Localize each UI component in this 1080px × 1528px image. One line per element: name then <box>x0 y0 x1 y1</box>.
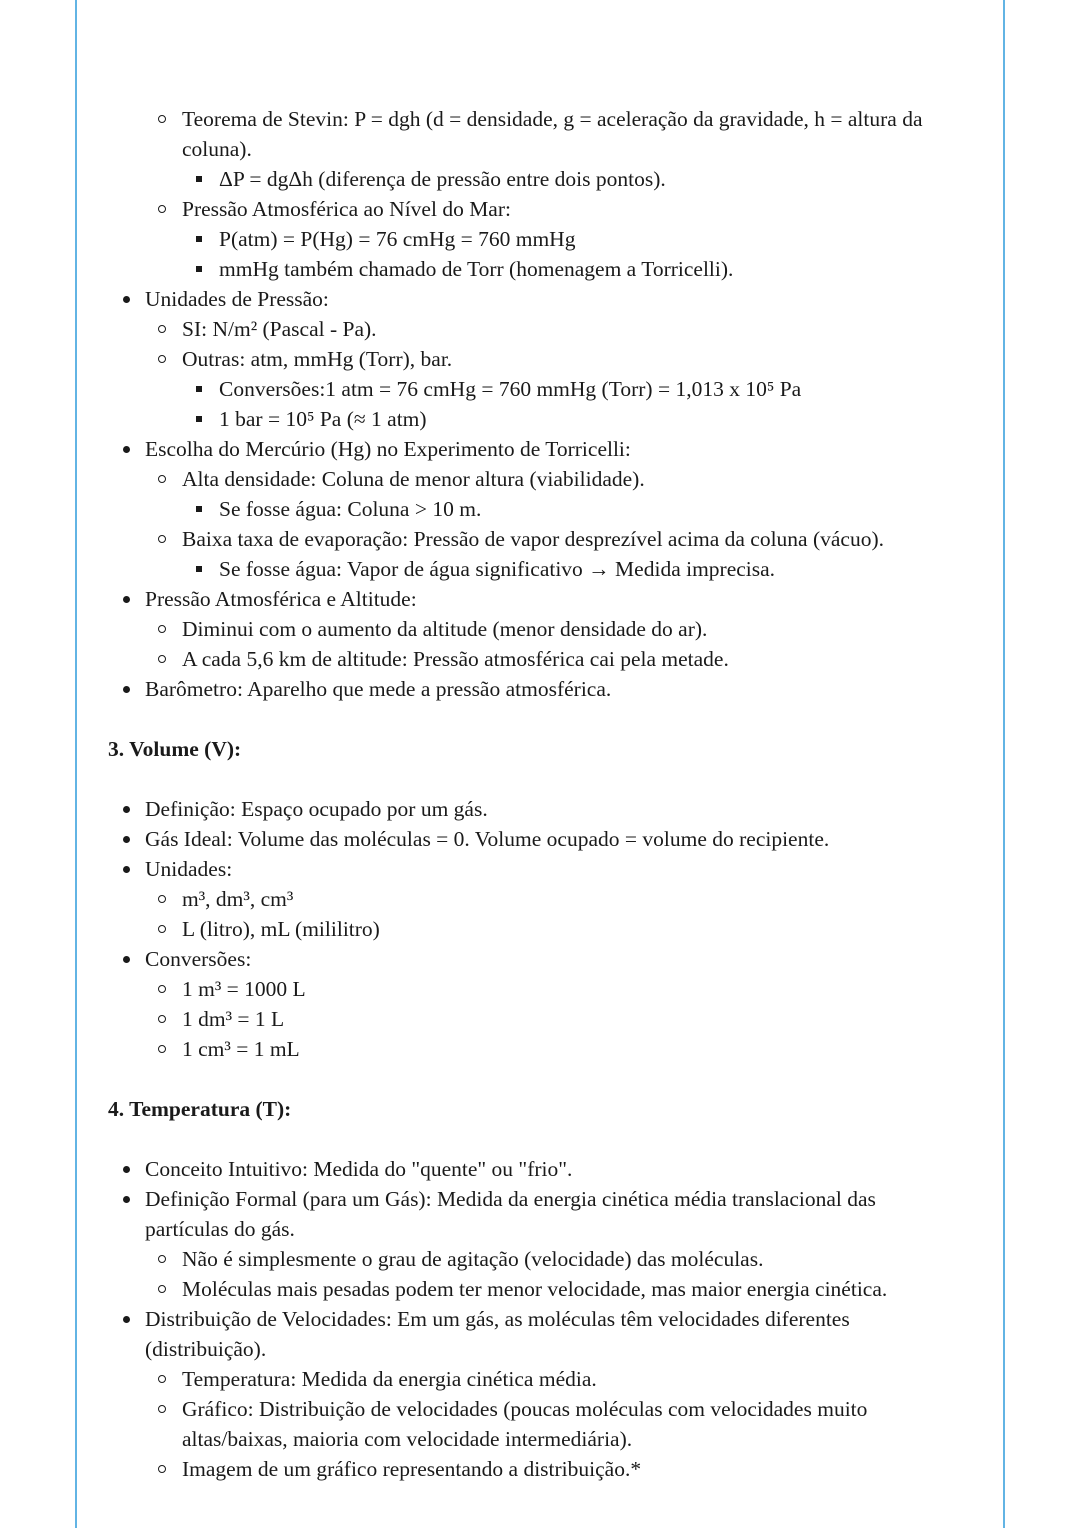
list-item <box>108 554 978 584</box>
bullet-circle-icon <box>156 314 168 344</box>
list-item <box>108 284 978 314</box>
list-item-text: 1 dm³ = 1 L <box>182 1007 285 1031</box>
list-item <box>108 1184 978 1214</box>
bullet-disc-icon <box>120 434 132 464</box>
list-item-text: L (litro), mL (mililitro) <box>182 917 380 941</box>
list-item <box>108 494 978 524</box>
list-item-text: Se fosse água: Coluna > 10 m. <box>219 497 482 521</box>
list-item <box>108 1394 978 1424</box>
list-item-text: Definição: Espaço ocupado por um gás. <box>145 797 488 821</box>
list-item <box>108 314 978 344</box>
list-item <box>108 224 978 254</box>
list-item <box>108 434 978 464</box>
spacer <box>108 1124 978 1154</box>
bullet-circle-icon <box>156 1394 168 1424</box>
list-item <box>108 884 978 914</box>
list-item <box>108 374 978 404</box>
list-item <box>108 914 978 944</box>
list-item-continuation <box>108 1214 978 1244</box>
section-heading <box>108 1094 978 1124</box>
bullet-circle-icon <box>156 1274 168 1304</box>
heading-text: 4. Temperatura (T): <box>108 1097 292 1121</box>
list-item-text: Baixa taxa de evaporação: Pressão de vapor desprezível acima da coluna (vácuo). <box>182 527 885 551</box>
list-item-text: Diminui com o aumento da altitude (menor densidade do ar). <box>182 617 708 641</box>
list-item-text: mmHg também chamado de Torr (homenagem a Torricelli). <box>219 257 734 281</box>
bullet-disc-icon <box>120 824 132 854</box>
bullet-circle-icon <box>156 104 168 134</box>
bullet-circle-icon <box>156 644 168 674</box>
list-item-text: 1 m³ = 1000 L <box>182 977 306 1001</box>
bullet-circle-icon <box>156 884 168 914</box>
bullet-circle-icon <box>156 524 168 554</box>
list-item-text: Teorema de Stevin: P = dgh (d = densidade, g = aceleração da gravidade, h = altura da <box>182 107 923 131</box>
list-item <box>108 404 978 434</box>
list-item <box>108 1274 978 1304</box>
bullet-disc-icon <box>120 794 132 824</box>
list-item-text: Pressão Atmosférica e Altitude: <box>145 587 417 611</box>
list-item-text: Definição Formal (para um Gás): Medida da energia cinética média translacional das <box>145 1187 876 1211</box>
bullet-disc-icon <box>120 944 132 974</box>
list-item-text: m³, dm³, cm³ <box>182 887 294 911</box>
bullet-square-icon <box>193 494 205 524</box>
bullet-circle-icon <box>156 1454 168 1484</box>
list-item <box>108 1004 978 1034</box>
list-item-text: Alta densidade: Coluna de menor altura (viabilidade). <box>182 467 645 491</box>
list-item-text: A cada 5,6 km de altitude: Pressão atmosférica cai pela metade. <box>182 647 729 671</box>
list-item-text: altas/baixas, maioria com velocidade intermediária). <box>182 1427 633 1451</box>
list-item-text: SI: N/m² (Pascal - Pa). <box>182 317 377 341</box>
list-item <box>108 194 978 224</box>
page-border-right <box>1003 0 1005 1528</box>
list-item-text: Unidades de Pressão: <box>145 287 329 311</box>
list-item <box>108 674 978 704</box>
list-item-text: P(atm) = P(Hg) = 76 cmHg = 760 mmHg <box>219 227 576 251</box>
list-item-text: ΔP = dgΔh (diferença de pressão entre dois pontos). <box>219 167 666 191</box>
list-item <box>108 584 978 614</box>
bullet-square-icon <box>193 164 205 194</box>
bullet-disc-icon <box>120 284 132 314</box>
list-item <box>108 524 978 554</box>
bullet-disc-icon <box>120 584 132 614</box>
list-item-text: Escolha do Mercúrio (Hg) no Experimento de Torricelli: <box>145 437 631 461</box>
list-item-text: Conversões: <box>145 947 252 971</box>
list-item <box>108 1034 978 1064</box>
list-item <box>108 1244 978 1274</box>
list-item <box>108 854 978 884</box>
list-item-text: Pressão Atmosférica ao Nível do Mar: <box>182 197 511 221</box>
bullet-circle-icon <box>156 464 168 494</box>
list-item-text: 1 bar = 10⁵ Pa (≈ 1 atm) <box>219 407 427 431</box>
list-item <box>108 1154 978 1184</box>
list-item <box>108 974 978 1004</box>
list-item-text: Conversões:1 atm = 76 cmHg = 760 mmHg (Torr) = 1,013 x 10⁵ Pa <box>219 377 802 401</box>
list-item <box>108 1364 978 1394</box>
list-item-text: Se fosse água: Vapor de água significativo → Medida imprecisa. <box>219 557 776 581</box>
bullet-circle-icon <box>156 914 168 944</box>
list-item-text: Conceito Intuitivo: Medida do "quente" ou "frio". <box>145 1157 573 1181</box>
bullet-square-icon <box>193 374 205 404</box>
list-item-text: (distribuição). <box>145 1337 267 1361</box>
spacer <box>108 1064 978 1094</box>
bullet-circle-icon <box>156 344 168 374</box>
list-item <box>108 254 978 284</box>
section-heading <box>108 734 978 764</box>
list-item <box>108 1304 978 1334</box>
bullet-circle-icon <box>156 1034 168 1064</box>
list-item-text: Moléculas mais pesadas podem ter menor velocidade, mas maior energia cinética. <box>182 1277 888 1301</box>
bullet-circle-icon <box>156 614 168 644</box>
list-item <box>108 464 978 494</box>
list-item-continuation <box>108 1424 978 1454</box>
bullet-disc-icon <box>120 854 132 884</box>
bullet-disc-icon <box>120 1184 132 1214</box>
list-item <box>108 614 978 644</box>
bullet-square-icon <box>193 404 205 434</box>
list-item-text: Barômetro: Aparelho que mede a pressão atmosférica. <box>145 677 612 701</box>
list-item <box>108 824 978 854</box>
heading-text: 3. Volume (V): <box>108 737 242 761</box>
bullet-disc-icon <box>120 1304 132 1334</box>
list-item <box>108 164 978 194</box>
list-item-text: Outras: atm, mmHg (Torr), bar. <box>182 347 453 371</box>
spacer <box>108 704 978 734</box>
list-item-text: partículas do gás. <box>145 1217 295 1241</box>
bullet-disc-icon <box>120 674 132 704</box>
list-item-text: Imagem de um gráfico representando a distribuição.* <box>182 1457 642 1481</box>
list-item <box>108 344 978 374</box>
bullet-circle-icon <box>156 1004 168 1034</box>
bullet-circle-icon <box>156 1244 168 1274</box>
list-item-text: Temperatura: Medida da energia cinética média. <box>182 1367 597 1391</box>
list-item <box>108 944 978 974</box>
list-item-text: Distribuição de Velocidades: Em um gás, as moléculas têm velocidades diferentes <box>145 1307 850 1331</box>
spacer <box>108 764 978 794</box>
list-item-text: 1 cm³ = 1 mL <box>182 1037 300 1061</box>
list-item-text: Não é simplesmente o grau de agitação (velocidade) das moléculas. <box>182 1247 764 1271</box>
bullet-square-icon <box>193 554 205 584</box>
document-body <box>108 104 978 1484</box>
bullet-square-icon <box>193 254 205 284</box>
list-item-text: coluna). <box>182 137 252 161</box>
list-item-continuation <box>108 1334 978 1364</box>
list-item-continuation <box>108 134 978 164</box>
page-border-left <box>75 0 77 1528</box>
list-item-text: Gráfico: Distribuição de velocidades (poucas moléculas com velocidades muito <box>182 1397 868 1421</box>
bullet-square-icon <box>193 224 205 254</box>
bullet-circle-icon <box>156 194 168 224</box>
list-item <box>108 644 978 674</box>
list-item <box>108 1454 978 1484</box>
list-item <box>108 104 978 134</box>
bullet-circle-icon <box>156 974 168 1004</box>
list-item <box>108 794 978 824</box>
bullet-circle-icon <box>156 1364 168 1394</box>
list-item-text: Gás Ideal: Volume das moléculas = 0. Volume ocupado = volume do recipiente. <box>145 827 830 851</box>
list-item-text: Unidades: <box>145 857 233 881</box>
bullet-disc-icon <box>120 1154 132 1184</box>
